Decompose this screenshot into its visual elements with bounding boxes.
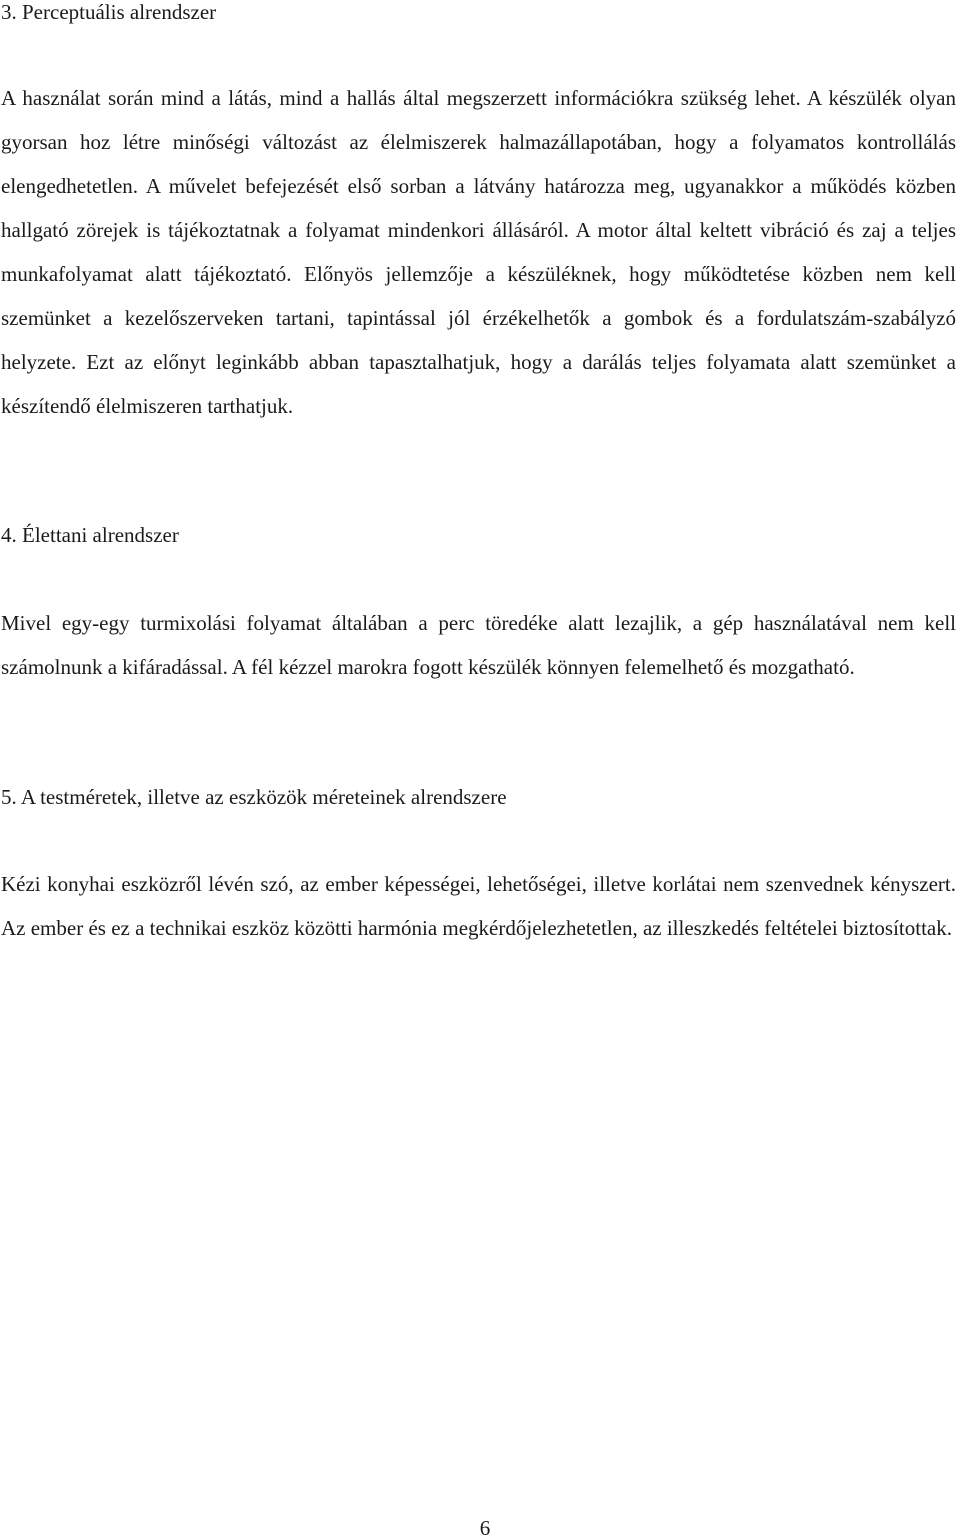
paragraph-physiological: Mivel egy-egy turmixolási folyamat általában a perc töredéke alatt lezajlik, a gép használatával nem kell számolnunk a kifáradással. A fél kézzel marokra fogott készülék könnyen felemelhető és mozgatható. bbox=[1, 611, 956, 679]
section-heading-physiological: 4. Élettani alrendszer bbox=[1, 523, 179, 547]
page-number: 6 bbox=[479, 1516, 491, 1540]
section-heading-perceptual: 3. Perceptuális alrendszer bbox=[1, 0, 217, 24]
paragraph-body-dimensions: Kézi konyhai eszközről lévén szó, az ember képességei, lehetőségei, illetve korlátai nem szenvednek kényszert. Az ember és ez a technikai eszköz közötti harmónia megkérdőjelezhetetlen, az illeszkedés feltételei biztosítottak. bbox=[1, 872, 956, 940]
section-heading-body-dimensions: 5. A testméretek, illetve az eszközök méreteinek alrendszere bbox=[1, 785, 507, 809]
paragraph-perceptual: A használat során mind a látás, mind a hallás által megszerzett információkra szükség lehet. A készülék olyan gyorsan hoz létre minőségi változást az élelmiszerek halmazállapotában, hogy a folyamatos kontrollálás elengedhetetlen. A művelet befejezését első sorban a látvány határozza meg, ugyanakkor a működés közben hallgató zörejek is tájékoztatnak a folyamat mindenkori állásáról. A motor által keltett vibráció és zaj a teljes munkafolyamat alatt tájékoztató. Előnyös jellemzője a készüléknek, hogy működtetése közben nem kell szemünket a kezelőszerveken tartani, tapintással jól érzékelhetők a gombok és a fordulatszám-szabályzó helyzete. Ezt az előnyt leginkább abban tapasztalhatjuk, hogy a darálás teljes folyamata alatt szemünket a készítendő élelmiszeren tarthatjuk. bbox=[1, 86, 956, 418]
